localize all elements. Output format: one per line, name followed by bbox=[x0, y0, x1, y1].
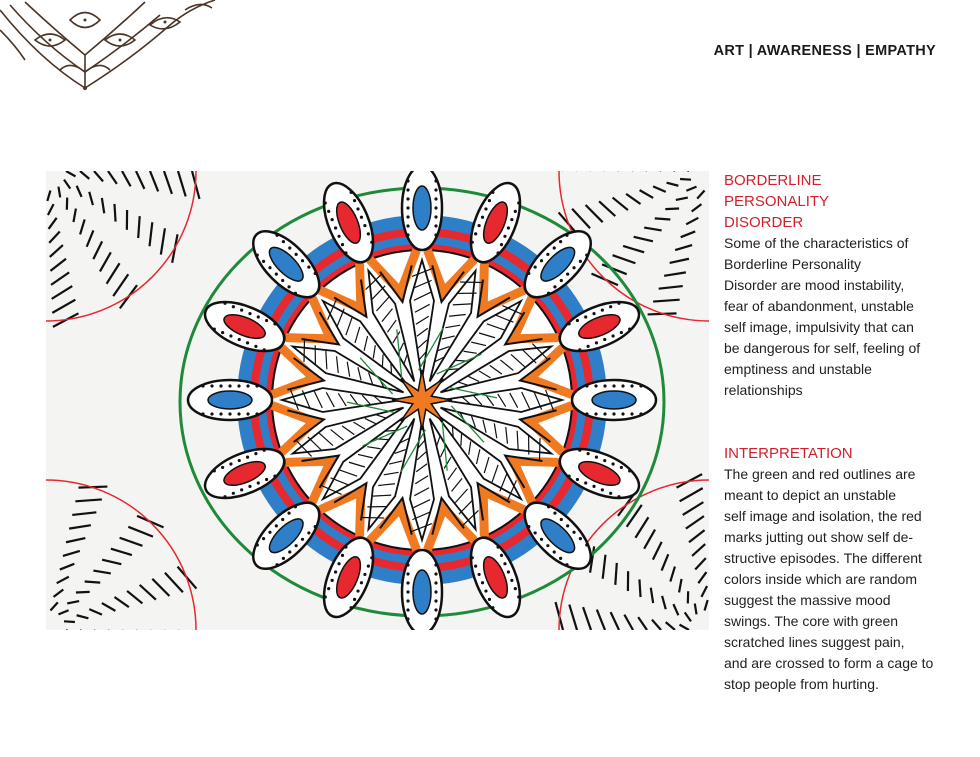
petal-dot bbox=[406, 188, 409, 191]
petal-dot bbox=[434, 572, 437, 575]
petal-dot bbox=[237, 384, 240, 387]
petal-dot bbox=[603, 338, 606, 341]
petal-dot bbox=[510, 579, 513, 582]
ray-hatch bbox=[461, 434, 462, 446]
petal-dot bbox=[474, 232, 477, 235]
petal-dot bbox=[295, 253, 298, 256]
petal-dot bbox=[228, 384, 231, 387]
petal-dot bbox=[481, 216, 484, 219]
petal-dot bbox=[585, 543, 588, 546]
petal-dot bbox=[507, 570, 510, 573]
petal-dot bbox=[406, 563, 409, 566]
petal-dot bbox=[268, 266, 271, 269]
petal-dot bbox=[295, 544, 298, 547]
petal-dot bbox=[584, 315, 587, 318]
section-title-bpd: BORDERLINE PERSONALITY DISORDER bbox=[724, 172, 830, 231]
petal-dot bbox=[594, 384, 597, 387]
petal-dot bbox=[228, 412, 231, 415]
petal-dot bbox=[611, 462, 614, 465]
petal-dot bbox=[353, 598, 356, 601]
section-body-interpretation: The green and red outlines are meant to depict an unstable self image and isolation, the red marks jutting out show self de- structive episodes. The different colors inside which are random suggest the massive mood swings. The core with green scratched lines suggest pain, and are crossed to form a cage to stop people from hurting. bbox=[724, 466, 934, 692]
petal-dot bbox=[406, 197, 409, 200]
petal-dot bbox=[620, 331, 623, 334]
petal-dot bbox=[547, 292, 550, 295]
petal-dot bbox=[630, 412, 633, 415]
petal-dot bbox=[484, 589, 487, 592]
petal-dot bbox=[275, 524, 278, 527]
petal-dot bbox=[576, 478, 579, 481]
petal-dot bbox=[603, 459, 606, 462]
corner-mandala-top-left bbox=[46, 171, 199, 327]
petal-dot bbox=[223, 302, 226, 305]
text-column bbox=[724, 170, 942, 695]
petal-dot bbox=[344, 545, 347, 548]
petal-dot bbox=[579, 260, 582, 263]
petal-dot bbox=[547, 505, 550, 508]
petal-dot bbox=[221, 331, 224, 334]
petal-dot bbox=[238, 459, 241, 462]
petal-dot bbox=[406, 224, 409, 227]
petal-dot bbox=[360, 581, 363, 584]
petal-dot bbox=[540, 538, 543, 541]
petal-dot bbox=[327, 210, 330, 213]
ray-hatch bbox=[448, 369, 459, 370]
header-tagline: ART | AWARENESS | EMPATHY bbox=[713, 43, 936, 59]
petal-dot bbox=[307, 265, 310, 268]
petal-dot bbox=[500, 243, 503, 246]
petal-dot bbox=[434, 233, 437, 236]
petal-dot bbox=[246, 455, 249, 458]
petal-dot bbox=[434, 179, 437, 182]
corner-ornament-icon bbox=[0, 0, 220, 95]
petal-dot bbox=[617, 302, 620, 305]
petal-dot bbox=[579, 537, 582, 540]
petal-dot bbox=[275, 234, 278, 237]
petal-dot bbox=[406, 179, 409, 182]
petal-dot bbox=[477, 224, 480, 227]
petal-dot bbox=[240, 309, 243, 312]
petal-dot bbox=[611, 334, 614, 337]
petal-dot bbox=[219, 412, 222, 415]
petal-dot bbox=[288, 550, 291, 553]
petal-dot bbox=[324, 201, 327, 204]
petal-dot bbox=[527, 525, 530, 528]
petal-dot bbox=[630, 384, 633, 387]
petal-dot bbox=[356, 207, 359, 210]
petal-dot bbox=[337, 235, 340, 238]
petal-dot bbox=[406, 617, 409, 620]
petal-dot bbox=[256, 543, 259, 546]
petal-dot bbox=[601, 488, 604, 491]
petal-dot bbox=[639, 412, 642, 415]
petal-dot bbox=[344, 251, 347, 254]
petal-dot bbox=[307, 531, 310, 534]
section-body-bpd: Some of the characteristics of Borderline Personality Disorder are mood instability, fear of abandonment, unstable self image, impulsivity that can be dangerous for self, feeling of emptiness and unstable relationships bbox=[724, 235, 921, 398]
petal-dot bbox=[288, 246, 291, 249]
petal-dot bbox=[256, 253, 259, 256]
petal-dot bbox=[434, 563, 437, 566]
petal-dot bbox=[246, 341, 249, 344]
petal-dot bbox=[255, 384, 258, 387]
petal-dot bbox=[560, 279, 563, 282]
petal-dot bbox=[617, 495, 620, 498]
petal-dot bbox=[237, 412, 240, 415]
petal-dot bbox=[566, 273, 569, 276]
petal-dot bbox=[370, 241, 373, 244]
petal-dot bbox=[434, 206, 437, 209]
petal-dot bbox=[334, 570, 337, 573]
petal-dot bbox=[238, 338, 241, 341]
petal-dot bbox=[567, 322, 570, 325]
petal-dot bbox=[223, 495, 226, 498]
petal-dot bbox=[609, 305, 612, 308]
petal-dot bbox=[254, 452, 257, 455]
petal-dot bbox=[603, 412, 606, 415]
petal-dot bbox=[620, 466, 623, 469]
petal-dot bbox=[639, 384, 642, 387]
petal-dot bbox=[201, 412, 204, 415]
petal-center bbox=[208, 391, 252, 409]
petal-dot bbox=[572, 266, 575, 269]
petal-dot bbox=[301, 538, 304, 541]
ray-hatch bbox=[382, 354, 383, 366]
petal-center bbox=[413, 570, 431, 614]
petal-dot bbox=[612, 412, 615, 415]
petal-dot bbox=[221, 466, 224, 469]
petal-dot bbox=[301, 259, 304, 262]
petal-dot bbox=[314, 272, 317, 275]
petal-dot bbox=[534, 531, 537, 534]
petal-dot bbox=[434, 188, 437, 191]
petal-dot bbox=[517, 201, 520, 204]
petal-dot bbox=[566, 524, 569, 527]
ray-hatch bbox=[391, 363, 392, 374]
petal-dot bbox=[263, 348, 266, 351]
petal-dot bbox=[201, 384, 204, 387]
petal-dot bbox=[287, 512, 290, 515]
petal-dot bbox=[281, 279, 284, 282]
petal-dot bbox=[406, 572, 409, 575]
petal-dot bbox=[565, 234, 568, 237]
petal-dot bbox=[210, 384, 213, 387]
corner-mandala-bottom-left bbox=[46, 474, 199, 630]
petal-dot bbox=[559, 557, 562, 560]
petal-dot bbox=[540, 259, 543, 262]
petal-dot bbox=[592, 485, 595, 488]
petal-dot bbox=[434, 608, 437, 611]
petal-dot bbox=[503, 562, 506, 565]
petal-dot bbox=[255, 412, 258, 415]
petal-dot bbox=[341, 243, 344, 246]
petal-dot bbox=[273, 322, 276, 325]
petal-dot bbox=[263, 449, 266, 452]
petal-dot bbox=[534, 265, 537, 268]
petal-dot bbox=[229, 334, 232, 337]
petal-dot bbox=[350, 606, 353, 609]
petal-dot bbox=[268, 531, 271, 534]
petal-dot bbox=[477, 573, 480, 576]
petal-dot bbox=[585, 384, 588, 387]
petal-dot bbox=[314, 525, 317, 528]
petal-dot bbox=[609, 492, 612, 495]
petal-dot bbox=[434, 581, 437, 584]
petal-dot bbox=[406, 590, 409, 593]
petal-dot bbox=[559, 240, 562, 243]
petal-dot bbox=[406, 215, 409, 218]
petal-dot bbox=[294, 505, 297, 508]
petal-dot bbox=[367, 232, 370, 235]
petal-dot bbox=[331, 579, 334, 582]
petal-dot bbox=[601, 309, 604, 312]
petal-dot bbox=[353, 199, 356, 202]
petal-dot bbox=[488, 199, 491, 202]
petal-dot bbox=[219, 384, 222, 387]
petal-dot bbox=[474, 565, 477, 568]
petal-dot bbox=[546, 544, 549, 547]
petal-dot bbox=[553, 246, 556, 249]
petal-dot bbox=[406, 608, 409, 611]
petal-dot bbox=[553, 550, 556, 553]
petal-dot bbox=[257, 315, 260, 318]
petal-dot bbox=[514, 210, 517, 213]
petal-dot bbox=[628, 469, 631, 472]
petal-dot bbox=[262, 260, 265, 263]
petal-dot bbox=[503, 235, 506, 238]
petal-dot bbox=[262, 537, 265, 540]
petal-dot bbox=[265, 478, 268, 481]
petal-dot bbox=[337, 562, 340, 565]
petal-dot bbox=[248, 312, 251, 315]
petal-dot bbox=[254, 345, 257, 348]
petal-dot bbox=[514, 587, 517, 590]
petal-dot bbox=[434, 599, 437, 602]
petal-dot bbox=[324, 595, 327, 598]
petal-dot bbox=[275, 563, 278, 566]
interpretation-section bbox=[724, 443, 942, 695]
petal-dot bbox=[363, 224, 366, 227]
petal-dot bbox=[213, 328, 216, 331]
petal-dot bbox=[246, 384, 249, 387]
petal-dot bbox=[491, 191, 494, 194]
petal-dot bbox=[287, 285, 290, 288]
petal-dot bbox=[553, 512, 556, 515]
petal-dot bbox=[367, 565, 370, 568]
petal-dot bbox=[232, 492, 235, 495]
petal-dot bbox=[488, 598, 491, 601]
petal-dot bbox=[628, 328, 631, 331]
petal-dot bbox=[406, 599, 409, 602]
petal-dot bbox=[240, 488, 243, 491]
petal-dot bbox=[406, 206, 409, 209]
petal-dot bbox=[281, 518, 284, 521]
petal-dot bbox=[517, 595, 520, 598]
ray-hatch bbox=[452, 426, 453, 437]
petal-dot bbox=[232, 305, 235, 308]
petal-dot bbox=[585, 412, 588, 415]
petal-dot bbox=[576, 319, 579, 322]
petal-dot bbox=[567, 474, 570, 477]
petal-dot bbox=[434, 617, 437, 620]
petal-dot bbox=[265, 319, 268, 322]
petal-dot bbox=[578, 348, 581, 351]
petal-dot bbox=[595, 455, 598, 458]
petal-dot bbox=[434, 215, 437, 218]
petal-dot bbox=[527, 272, 530, 275]
petal-dot bbox=[595, 341, 598, 344]
petal-dot bbox=[612, 384, 615, 387]
petal-dot bbox=[587, 452, 590, 455]
petal-dot bbox=[471, 241, 474, 244]
petal-dot bbox=[282, 557, 285, 560]
petal-dot bbox=[578, 449, 581, 452]
petal-dot bbox=[565, 563, 568, 566]
petal-dot bbox=[587, 345, 590, 348]
petal-dot bbox=[327, 587, 330, 590]
petal-dot bbox=[484, 207, 487, 210]
petal-dot bbox=[246, 412, 249, 415]
petal-center bbox=[413, 186, 431, 230]
petal-dot bbox=[350, 191, 353, 194]
petal-dot bbox=[572, 531, 575, 534]
petal-dot bbox=[360, 216, 363, 219]
petal-dot bbox=[510, 218, 513, 221]
petal-dot bbox=[434, 197, 437, 200]
petal-dot bbox=[363, 573, 366, 576]
petal-dot bbox=[331, 218, 334, 221]
petal-dot bbox=[560, 518, 563, 521]
petal-dot bbox=[370, 556, 373, 559]
petal-center bbox=[592, 391, 636, 409]
petal-dot bbox=[341, 554, 344, 557]
petal-dot bbox=[248, 485, 251, 488]
petal-dot bbox=[434, 224, 437, 227]
petal-dot bbox=[229, 462, 232, 465]
petal-dot bbox=[213, 469, 216, 472]
petal-dot bbox=[275, 273, 278, 276]
petal-dot bbox=[294, 292, 297, 295]
petal-dot bbox=[210, 412, 213, 415]
petal-dot bbox=[491, 606, 494, 609]
petal-dot bbox=[553, 285, 556, 288]
petal-dot bbox=[282, 240, 285, 243]
ray-hatch bbox=[385, 430, 396, 431]
petal-dot bbox=[621, 412, 624, 415]
petal-dot bbox=[546, 253, 549, 256]
petal-dot bbox=[500, 554, 503, 557]
petal-dot bbox=[356, 589, 359, 592]
petal-dot bbox=[406, 581, 409, 584]
petal-dot bbox=[585, 253, 588, 256]
petal-dot bbox=[434, 590, 437, 593]
petal-dot bbox=[496, 545, 499, 548]
petal-dot bbox=[621, 384, 624, 387]
center-star bbox=[392, 370, 452, 430]
petal-dot bbox=[481, 581, 484, 584]
petal-dot bbox=[496, 251, 499, 254]
mandala-artwork bbox=[46, 171, 709, 630]
petal-dot bbox=[507, 226, 510, 229]
petal-dot bbox=[584, 481, 587, 484]
section-title-interpretation: INTERPRETATION bbox=[724, 445, 853, 462]
petal-dot bbox=[592, 312, 595, 315]
petal-dot bbox=[471, 556, 474, 559]
petal-dot bbox=[406, 233, 409, 236]
petal-dot bbox=[334, 226, 337, 229]
petal-dot bbox=[594, 412, 597, 415]
petal-dot bbox=[257, 481, 260, 484]
petal-dot bbox=[273, 474, 276, 477]
petal-dot bbox=[603, 384, 606, 387]
